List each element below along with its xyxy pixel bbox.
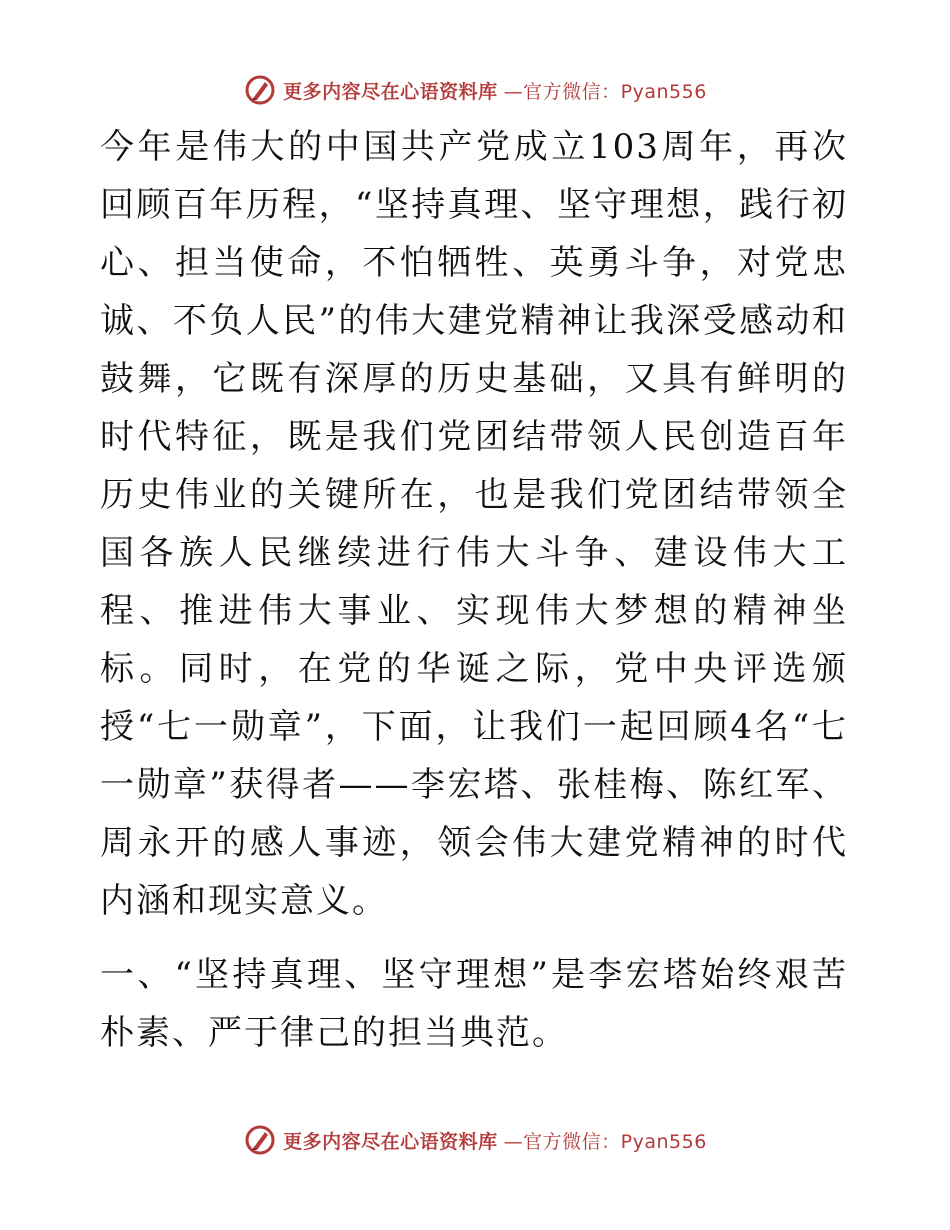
- watermark-contact: —官方微信：Pyan556: [503, 1130, 707, 1153]
- pen-nib-logo-icon: [243, 73, 277, 107]
- intro-paragraph: 今年是伟大的中国共产党成立103周年，再次回顾百年历程，“坚持真理、坚守理想，践行初心、担当使命，不怕牺牲、英勇斗争，对党忠诚、不负人民”的伟大建党精神让我深受感动和鼓舞，它既有深厚的历史基础，又具有鲜明的时代特征，既是我们党团结带领人民创造百年历史伟业的关键所在，也是我们党团结带领全国各族人民继续进行伟大斗争、建设伟大工程、推进伟大事业、实现伟大梦想的精神坐标。同时，在党的华诞之际，党中央评选颁授“七一勋章”，下面，让我们一起回顾4名“七一勋章”获得者——李宏塔、张桂梅、陈红军、周永开的感人事迹，领会伟大建党精神的时代内涵和现实意义。: [100, 127, 848, 921]
- watermark-contact: —官方微信：Pyan556: [503, 80, 707, 103]
- footer-watermark: [0, 1122, 950, 1158]
- document-body: [100, 118, 848, 1062]
- section-heading: 一、“坚持真理、坚守理想”是李宏塔始终艰苦朴素、严于律己的担当典范。: [100, 955, 848, 1053]
- watermark-brand: 更多内容尽在心语资料库: [283, 1130, 498, 1153]
- watermark-brand: 更多内容尽在心语资料库: [283, 80, 498, 103]
- header-watermark: [0, 72, 950, 108]
- pen-nib-logo-icon: [243, 1123, 277, 1157]
